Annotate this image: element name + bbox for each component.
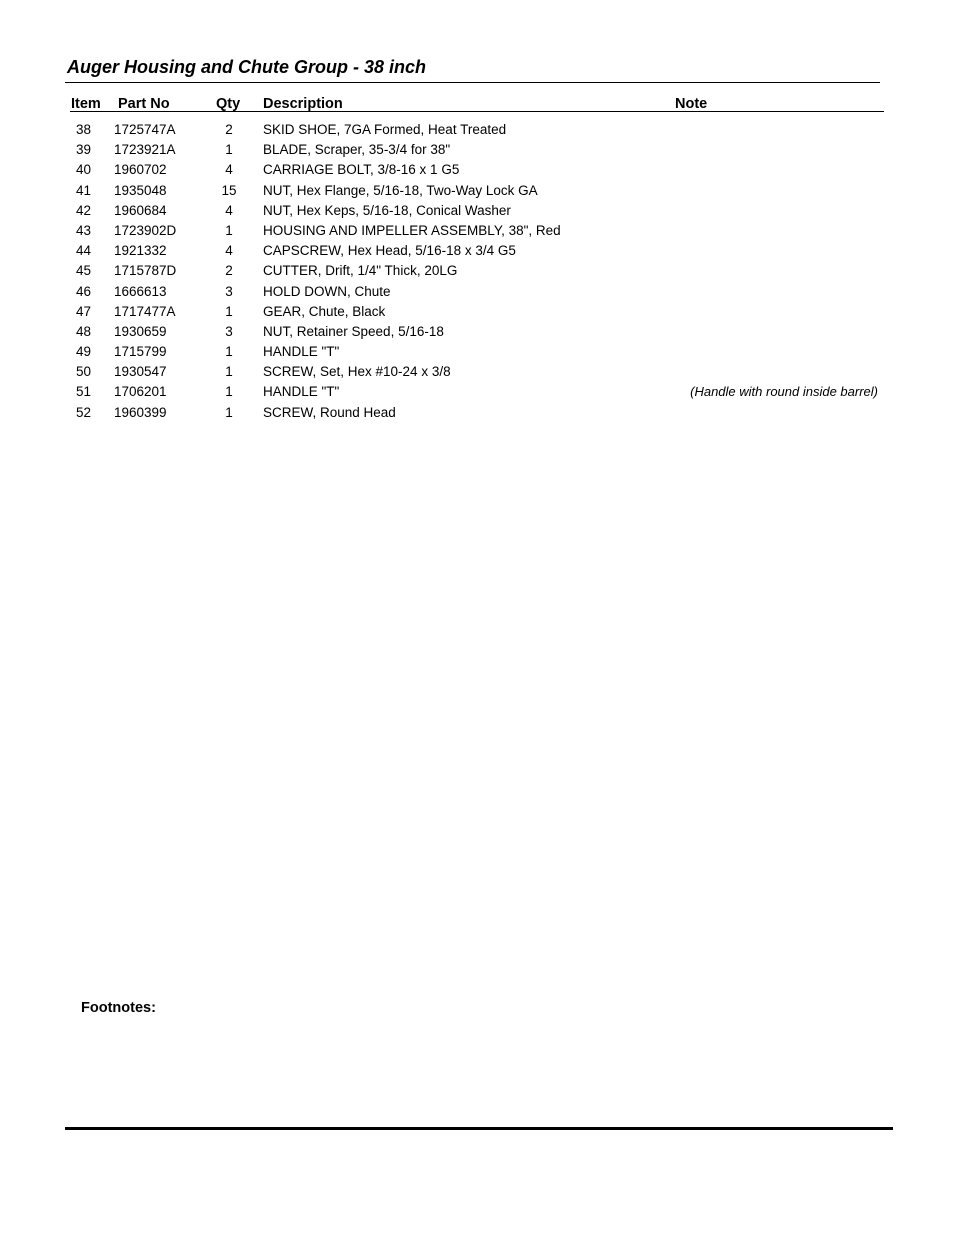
- part-number: 1666613: [114, 283, 167, 299]
- table-row: [0, 221, 954, 241]
- table-row: [0, 160, 954, 180]
- item-number: 41: [76, 182, 92, 198]
- item-number: 47: [76, 303, 92, 319]
- item-number: 44: [76, 243, 92, 259]
- footnotes-label: Footnotes:: [81, 1000, 156, 1016]
- note: (Handle with round inside barrel): [690, 384, 878, 400]
- part-number: 1717477A: [114, 303, 176, 319]
- parts-table-body: [0, 120, 954, 423]
- part-number: 1706201: [114, 384, 167, 400]
- part-number: 1725747A: [114, 122, 176, 137]
- page-title: Auger Housing and Chute Group - 38 inch: [67, 57, 427, 77]
- table-row: [0, 322, 954, 342]
- bottom-divider: [65, 1127, 893, 1130]
- header-divider: [70, 111, 884, 112]
- item-number: 38: [76, 122, 92, 137]
- table-row: [0, 201, 954, 221]
- description: GEAR, Chute, Black: [263, 303, 386, 319]
- quantity: 4: [225, 162, 233, 178]
- part-number: 1960399: [114, 404, 167, 420]
- header-part-no: Part No: [118, 96, 170, 112]
- part-number: 1723921A: [114, 142, 176, 158]
- description: SKID SHOE, 7GA Formed, Heat Treated: [263, 122, 507, 137]
- item-number: 46: [76, 283, 92, 299]
- quantity: 1: [225, 344, 233, 360]
- description: CAPSCREW, Hex Head, 5/16-18 x 3/4 G5: [263, 243, 516, 259]
- item-number: 45: [76, 263, 92, 279]
- table-row: [0, 282, 954, 302]
- quantity: 4: [225, 243, 233, 259]
- item-number: 48: [76, 323, 92, 339]
- item-number: 50: [76, 364, 92, 380]
- part-number: 1930659: [114, 323, 167, 339]
- table-row: [0, 241, 954, 261]
- description: CUTTER, Drift, 1/4" Thick, 20LG: [263, 263, 458, 279]
- item-number: 42: [76, 202, 92, 218]
- item-number: 52: [76, 404, 92, 420]
- table-row: [0, 261, 954, 281]
- item-number: 49: [76, 344, 92, 360]
- part-number: 1960684: [114, 202, 167, 218]
- table-row: [0, 120, 954, 140]
- quantity: 2: [225, 122, 233, 137]
- quantity: 2: [225, 263, 233, 279]
- header-description: Description: [263, 96, 343, 112]
- quantity: 3: [225, 283, 233, 299]
- header-note: Note: [675, 96, 708, 112]
- quantity: 15: [221, 182, 237, 198]
- quantity: 1: [225, 222, 233, 238]
- table-row: [0, 342, 954, 362]
- part-number: 1723902D: [114, 222, 177, 238]
- part-number: 1715799: [114, 344, 167, 360]
- part-number: 1921332: [114, 243, 167, 259]
- table-row: [0, 140, 954, 160]
- table-row: [0, 382, 954, 402]
- description: BLADE, Scraper, 35-3/4 for 38": [263, 142, 451, 158]
- description: NUT, Hex Keps, 5/16-18, Conical Washer: [263, 202, 511, 218]
- table-row: [0, 362, 954, 382]
- quantity: 1: [225, 384, 233, 400]
- description: NUT, Retainer Speed, 5/16-18: [263, 323, 444, 339]
- description: SCREW, Round Head: [263, 404, 396, 420]
- quantity: 4: [225, 202, 233, 218]
- description: HANDLE "T": [263, 384, 340, 400]
- table-row: [0, 403, 954, 423]
- title-divider: [65, 82, 880, 83]
- item-number: 39: [76, 142, 92, 158]
- item-number: 51: [76, 384, 92, 400]
- description: SCREW, Set, Hex #10-24 x 3/8: [263, 364, 451, 380]
- quantity: 1: [225, 364, 233, 380]
- quantity: 1: [225, 142, 233, 158]
- quantity: 1: [225, 303, 233, 319]
- part-number: 1930547: [114, 364, 167, 380]
- part-number: 1935048: [114, 182, 167, 198]
- header-item: Item: [71, 96, 101, 112]
- table-row: [0, 181, 954, 201]
- description: HANDLE "T": [263, 344, 340, 360]
- description: HOLD DOWN, Chute: [263, 283, 391, 299]
- quantity: 3: [225, 323, 233, 339]
- quantity: 1: [225, 404, 233, 420]
- description: CARRIAGE BOLT, 3/8-16 x 1 G5: [263, 162, 460, 178]
- item-number: 43: [76, 222, 92, 238]
- description: NUT, Hex Flange, 5/16-18, Two-Way Lock GA: [263, 182, 538, 198]
- item-number: 40: [76, 162, 92, 178]
- header-qty: Qty: [216, 96, 241, 112]
- description: HOUSING AND IMPELLER ASSEMBLY, 38", Red: [263, 222, 561, 238]
- table-row: [0, 302, 954, 322]
- part-number: 1715787D: [114, 263, 177, 279]
- part-number: 1960702: [114, 162, 167, 178]
